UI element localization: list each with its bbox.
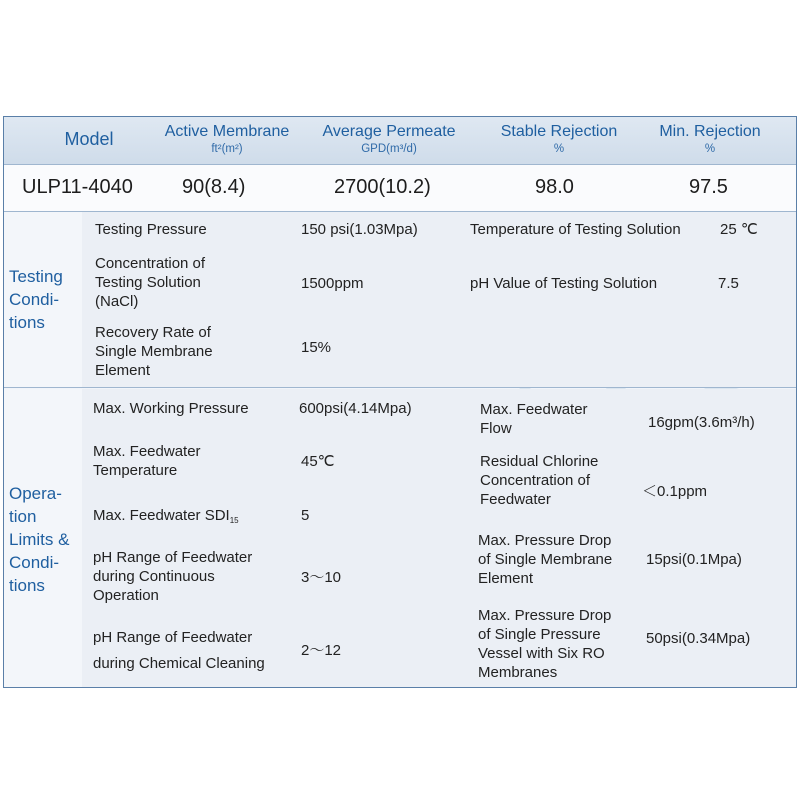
table-header: [4, 117, 796, 165]
ph-range-cleaning-label: pH Range of Feedwater during Chemical Cleaning: [93, 629, 265, 672]
testing-ph-value: 7.5: [718, 275, 739, 292]
spec-table: [3, 116, 797, 688]
testing-recovery-value: 15%: [301, 339, 332, 356]
stable-rejection-value: 98.0: [535, 176, 574, 198]
min-rejection-value: 97.5: [689, 176, 728, 198]
operation-limits-title: Opera- tion Limits & Condi- tions: [4, 389, 82, 688]
operation-limits-section: [4, 389, 796, 688]
max-feedwater-temperature-label: Max. Feedwater Temperature: [93, 443, 201, 479]
testing-temperature-label: Temperature of Testing Solution: [470, 221, 681, 238]
residual-chlorine-label: Residual Chlorine Concentration of Feedwater: [480, 453, 599, 508]
max-feedwater-flow-value: 16gpm(3.6m³/h): [648, 414, 755, 431]
testing-concentration-value: 1500ppm: [301, 275, 364, 292]
max-feedwater-temperature-value: 45℃: [301, 453, 335, 470]
header-stable-rejection: Stable Rejection %: [500, 123, 618, 155]
max-feedwater-sdi-label: Max. Feedwater $SDI_{15}$: [93, 507, 239, 525]
average-permeate-value: 2700(10.2): [334, 176, 431, 198]
max-feedwater-flow-label: Max. Feedwater Flow: [480, 401, 588, 437]
pressure-drop-membrane-label: Max. Pressure Drop of Single Membrane Element: [478, 532, 613, 587]
active-membrane-value: 90(8.4): [182, 176, 246, 198]
testing-ph-label: pH Value of Testing Solution: [470, 275, 658, 292]
pressure-drop-vessel-label: Max. Pressure Drop of Single Pressure Vessel with Six RO Membranes: [478, 607, 612, 681]
header-min-rejection: Min. Rejection %: [659, 123, 761, 155]
testing-pressure-label: Testing Pressure: [95, 221, 207, 238]
testing-conditions-section: [4, 212, 796, 388]
testing-temperature-value: 25 ℃: [720, 221, 758, 238]
residual-chlorine-value: ＜0.1ppm: [642, 483, 708, 500]
ph-range-continuous-label: pH Range of Feedwater during Continuous Operation: [93, 549, 253, 604]
max-feedwater-sdi-value: 5: [301, 507, 310, 524]
testing-pressure-value: 150 psi(1.03Mpa): [301, 221, 418, 238]
max-working-pressure-label: Max. Working Pressure: [93, 400, 249, 417]
header-average-permeate: Average Permeate GPD(m³/d): [322, 123, 456, 155]
model-value: ULP11-4040: [22, 176, 133, 198]
header-model: Model: [64, 129, 114, 149]
pressure-drop-vessel-value: 50psi(0.34Mpa): [646, 630, 751, 647]
testing-concentration-label: Concentration of Testing Solution (NaCl): [95, 255, 206, 310]
pressure-drop-membrane-value: 15psi(0.1Mpa): [646, 551, 742, 568]
testing-conditions-title: Testing Condi- tions: [4, 212, 82, 387]
header-active-membrane: Active Membrane ft²(m²): [164, 123, 290, 155]
ph-range-cleaning-value: 2～12: [301, 642, 342, 659]
testing-recovery-label: Recovery Rate of Single Membrane Element: [95, 324, 213, 379]
model-row: [4, 165, 796, 212]
ph-range-continuous-value: 3～10: [301, 569, 342, 586]
max-working-pressure-value: 600psi(4.14Mpa): [299, 400, 412, 417]
